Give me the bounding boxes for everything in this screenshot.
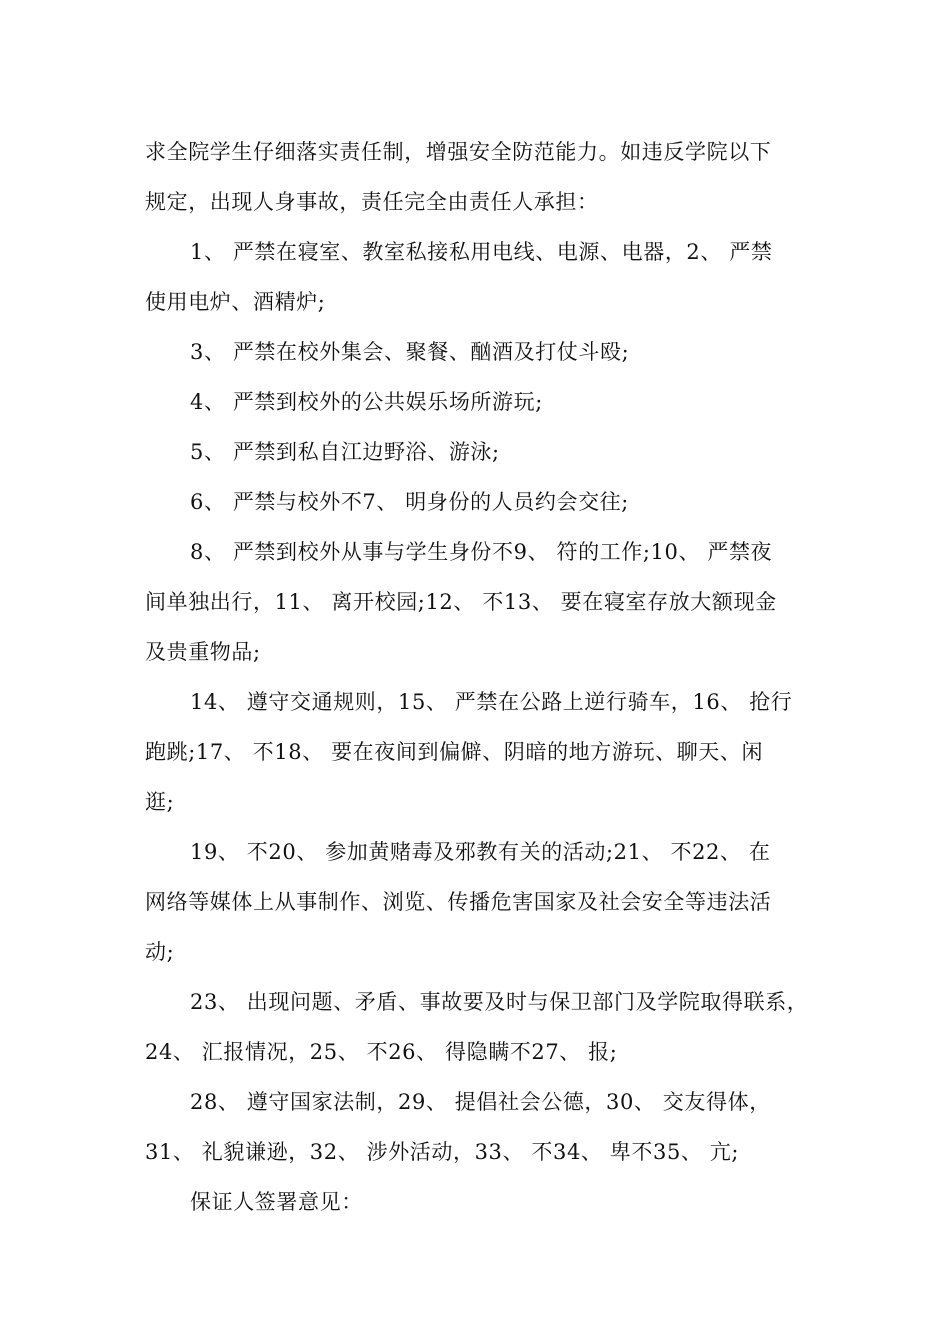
rule-line: 使用电炉、酒精炉; [145, 290, 326, 314]
rule-line: 间单独出行，11、 离开校园;12、 不13、 要在寝室存放大额现金 [145, 590, 777, 614]
rule-line: 23、 出现问题、矛盾、事故要及时与保卫部门及学院取得联系， [190, 990, 809, 1014]
rule-line: 31、 礼貌谦逊，32、 涉外活动，33、 不34、 卑不35、 亢; [145, 1140, 740, 1164]
paragraph-line: 规定，出现人身事故，责任完全由责任人承担： [145, 190, 599, 214]
rule-line: 逛; [145, 790, 175, 814]
rule-line: 3、 严禁在校外集会、聚餐、酗酒及打仗斗殴; [190, 340, 630, 364]
rule-line: 24、 汇报情况，25、 不26、 得隐瞒不27、 报; [145, 1040, 618, 1064]
rule-line: 8、 严禁到校外从事与学生身份不9、 符的工作;10、 严禁夜 [190, 540, 773, 564]
rule-line: 动; [145, 940, 175, 964]
paragraph-line: 求全院学生仔细落实责任制，增强安全防范能力。如违反学院以下 [145, 140, 772, 164]
rule-line: 6、 严禁与校外不7、 明身份的人员约会交往; [190, 490, 629, 514]
rule-line: 网络等媒体上从事制作、浏览、传播危害国家及社会安全等违法活 [145, 890, 772, 914]
rule-line: 14、 遵守交通规则，15、 严禁在公路上逆行骑车，16、 抢行 [190, 690, 793, 714]
rule-line: 4、 严禁到校外的公共娱乐场所游玩; [190, 390, 543, 414]
rule-line: 28、 遵守国家法制，29、 提倡社会公德，30、 交友得体， [190, 1090, 771, 1114]
rule-line: 5、 严禁到私自江边野浴、游泳; [190, 440, 500, 464]
signature-label: 保证人签署意见： [190, 1190, 363, 1214]
rule-line: 跑跳;17、 不18、 要在夜间到偏僻、阴暗的地方游玩、聊天、闲 [145, 740, 764, 764]
rule-line: 1、 严禁在寝室、教室私接私用电线、电源、电器，2、 严禁 [190, 240, 773, 264]
rule-line: 及贵重物品; [145, 640, 261, 664]
rule-line: 19、 不20、 参加黄赌毒及邪教有关的活动;21、 不22、 在 [190, 840, 771, 864]
